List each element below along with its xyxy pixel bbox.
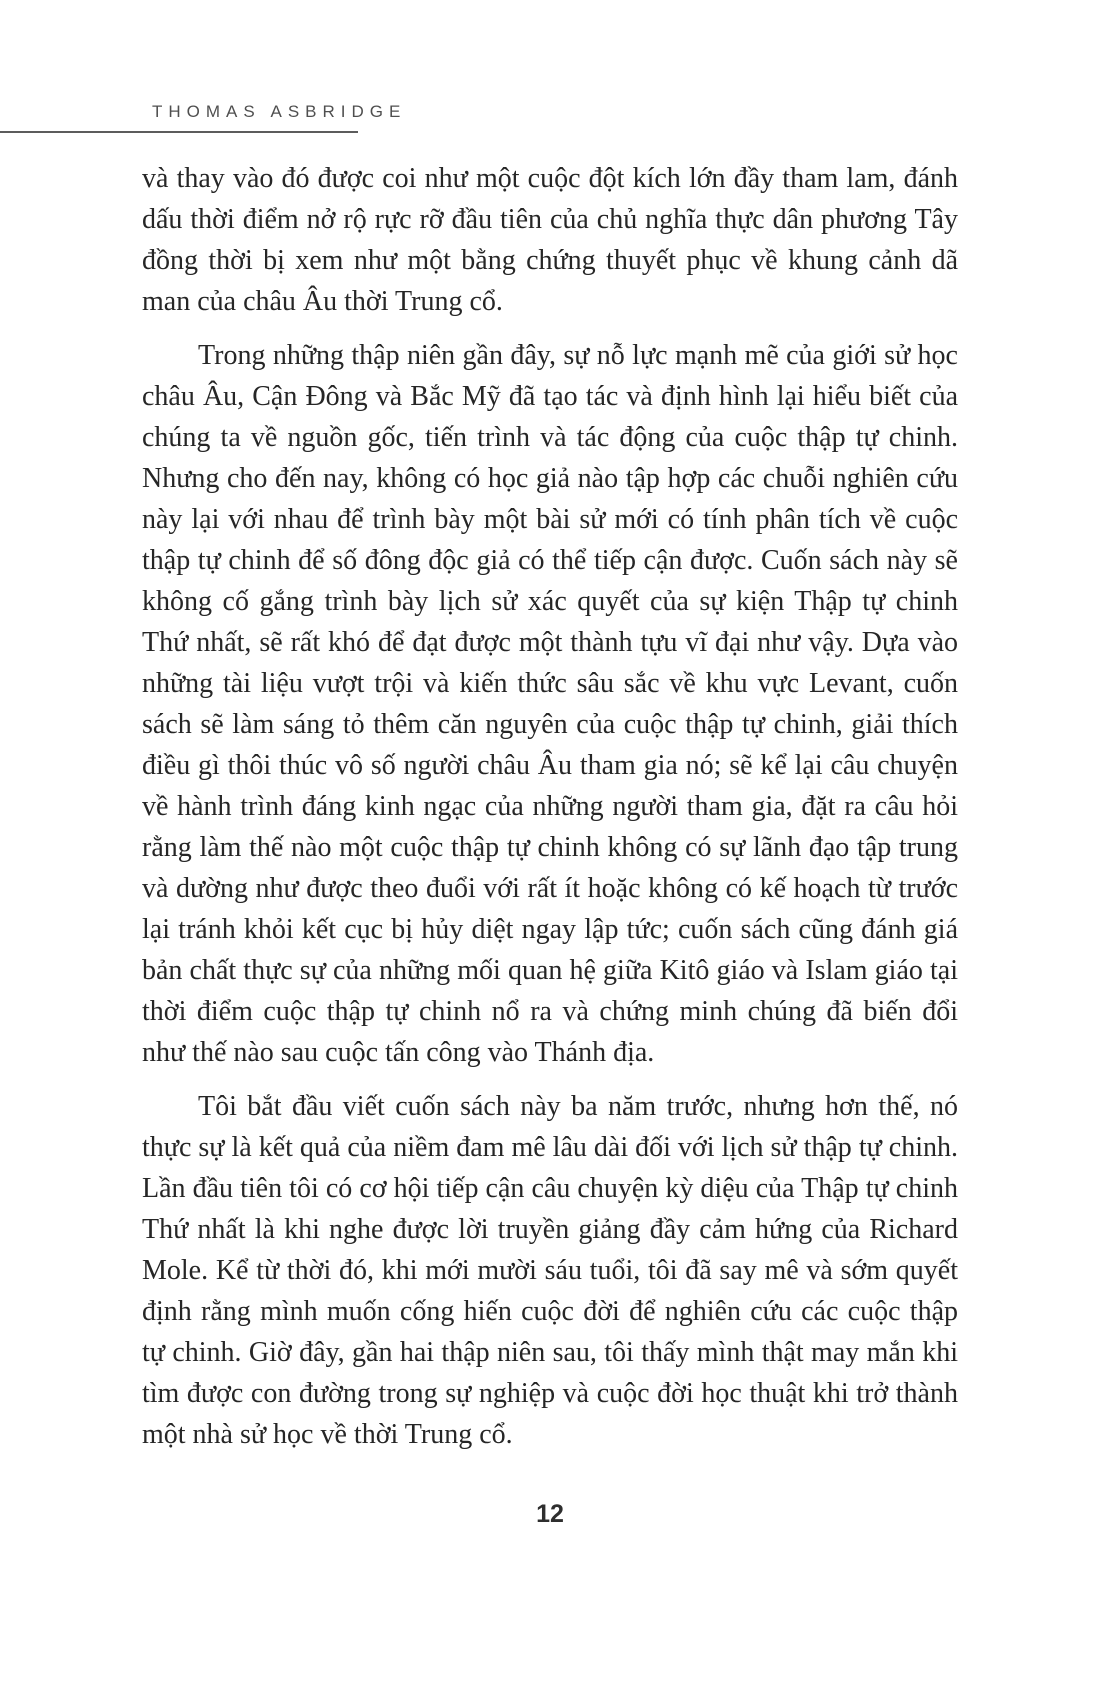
running-header-author: THOMAS ASBRIDGE <box>152 102 407 121</box>
page-body-text <box>142 158 958 1455</box>
body-paragraph-1: và thay vào đó được coi như một cuộc đột kích lớn đầy tham lam, đánh dấu thời điểm nở rộ rực rỡ đầu tiên của chủ nghĩa thực dân phương Tây đồng thời bị xem như một bằng chứng thuyết phục về khung cảnh dã man của châu Âu thời Trung cổ. <box>142 163 958 317</box>
header-rule-line <box>0 131 358 133</box>
page-number: 12 <box>536 1500 564 1528</box>
body-paragraph-3: Tôi bắt đầu viết cuốn sách này ba năm trước, nhưng hơn thế, nó thực sự là kết quả của niềm đam mê lâu dài đối với lịch sử thập tự chinh. Lần đầu tiên tôi có cơ hội tiếp cận câu chuyện kỳ diệu của Thập tự chinh Thứ nhất là khi nghe được lời truyền giảng đầy cảm hứng của Richard Mole. Kể từ thời đó, khi mới mười sáu tuổi, tôi đã say mê và sớm quyết định rằng mình muốn cống hiến cuộc đời để nghiên cứu các cuộc thập tự chinh. Giờ đây, gần hai thập niên sau, tôi thấy mình thật may mắn khi tìm được con đường trong sự nghiệp và cuộc đời học thuật khi trở thành một nhà sử học về thời Trung cổ. <box>142 1091 958 1450</box>
body-paragraph-2: Trong những thập niên gần đây, sự nỗ lực mạnh mẽ của giới sử học châu Âu, Cận Đông và Bắc Mỹ đã tạo tác và định hình lại hiểu biết của chúng ta về nguồn gốc, tiến trình và tác động của cuộc thập tự chinh. Nhưng cho đến nay, không có học giả nào tập hợp các chuỗi nghiên cứu này lại với nhau để trình bày một bài sử mới có tính phân tích về cuộc thập tự chinh để số đông độc giả có thể tiếp cận được. Cuốn sách này sẽ không cố gắng trình bày lịch sử xác quyết của sự kiện Thập tự chinh Thứ nhất, sẽ rất khó để đạt được một thành tựu vĩ đại như vậy. Dựa vào những tài liệu vượt trội và kiến thức sâu sắc về khu vực Levant, cuốn sách sẽ làm sáng tỏ thêm căn nguyên của cuộc thập tự chinh, giải thích điều gì thôi thúc vô số người châu Âu tham gia nó; sẽ kể lại câu chuyện về hành trình đáng kinh ngạc của những người tham gia, đặt ra câu hỏi rằng làm thế nào một cuộc thập tự chinh không có sự lãnh đạo tập trung và dường như được theo đuổi với rất ít hoặc không có kế hoạch từ trước lại tránh khỏi kết cục bị hủy diệt ngay lập tức; cuốn sách cũng đánh giá bản chất thực sự của những mối quan hệ giữa Kitô giáo và Islam giáo tại thời điểm cuộc thập tự chinh nổ ra và chứng minh chúng đã biến đổi như thế nào sau cuộc tấn công vào Thánh địa. <box>142 340 958 1068</box>
